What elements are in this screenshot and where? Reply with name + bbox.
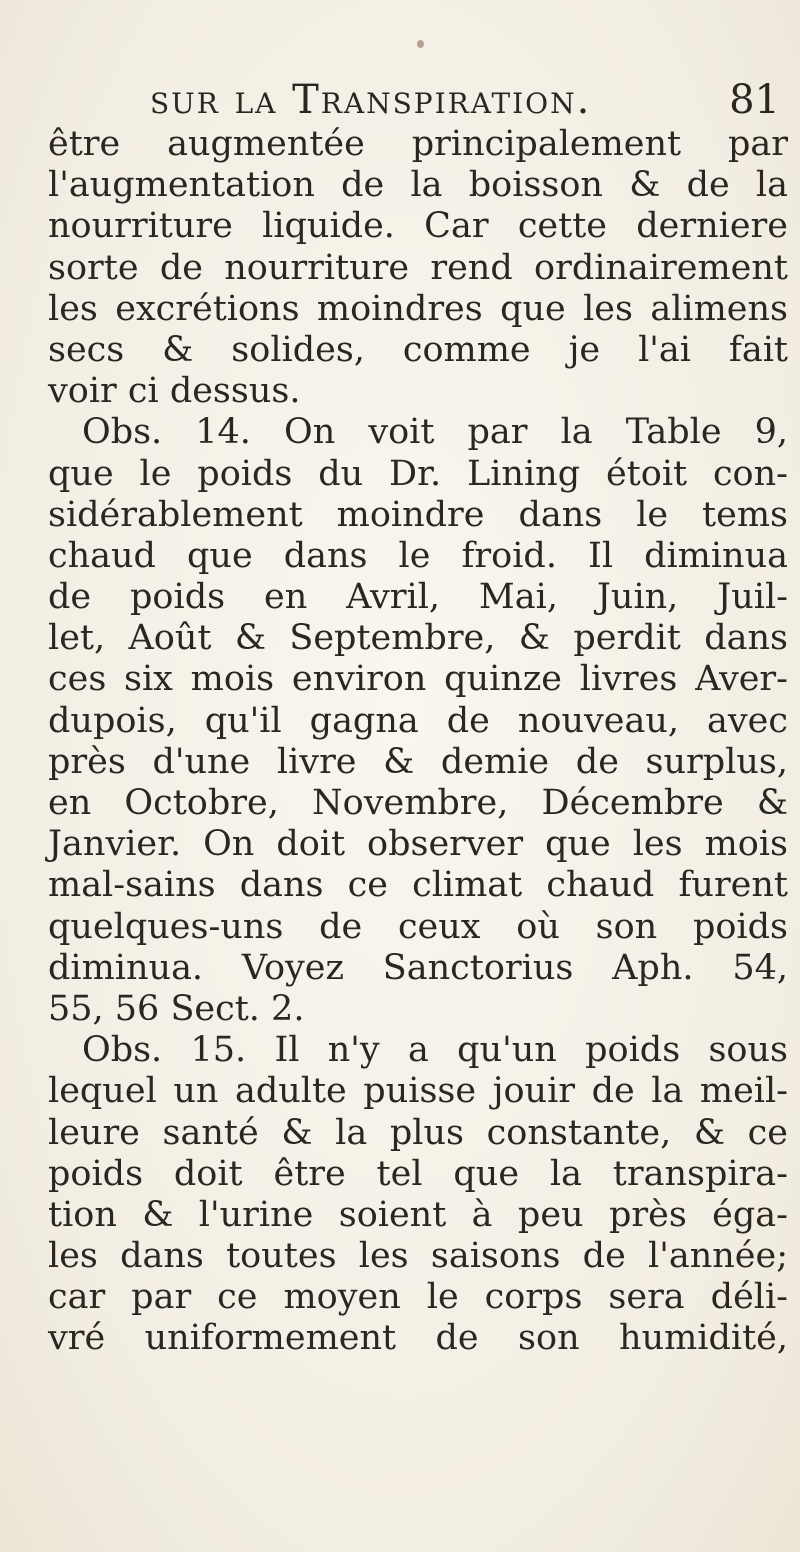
paragraph-start: Obs. 14. On voit par la Table 9, [82, 412, 788, 453]
text-line: secs & solides, comme je l'ai fait [48, 329, 788, 370]
text-line: poids doit être tel que la transpira- [48, 1153, 788, 1194]
text-line: chaud que dans le froid. Il diminua [48, 535, 788, 576]
running-head: sur la Transpiration. [150, 77, 592, 123]
body-text [48, 124, 800, 1360]
text-line: let, Août & Septembre, & perdit dans [48, 618, 788, 659]
text-line: en Octobre, Novembre, Décembre & [48, 783, 788, 823]
text-line: dupois, qu'il gagna de nouveau, avec [48, 700, 788, 741]
paragraph-start: Obs. 15. Il n'y a qu'un poids sous [82, 1030, 788, 1071]
text-line: nourriture liquide. Car cette derniere [48, 206, 788, 247]
text-line: 55, 56 Sect. 2. [48, 988, 305, 1029]
text-line: les excrétions moindres que les alimens [48, 288, 788, 329]
text-line: quelques-uns de ceux où son poids [48, 906, 788, 947]
ink-spot [417, 40, 424, 48]
page-header [150, 70, 790, 130]
text-line: car par ce moyen le corps sera déli- [48, 1277, 788, 1318]
text-line: tion & l'urine soient à peu près éga- [48, 1194, 788, 1235]
text-line: sorte de nourriture rend ordinairement [48, 247, 788, 288]
text-line: de poids en Avril, Mai, Juin, Juil- [48, 577, 788, 618]
text-line: mal-sains dans ce climat chaud furent [48, 865, 788, 906]
text-line: près d'une livre & demie de surplus, [48, 741, 788, 782]
text-line: voir ci dessus. [48, 371, 301, 412]
text-line: ces six mois environ quinze livres Aver- [48, 659, 788, 700]
text-line: sidérablement moindre dans le tems [48, 494, 788, 535]
text-line: être augmentée principalement par [48, 124, 788, 164]
text-line: lequel un adulte puisse jouir de la meil- [48, 1071, 788, 1112]
text-line: les dans toutes les saisons de l'année; [48, 1236, 788, 1277]
text-line: diminua. Voyez Sanctorius Aph. 54, [48, 947, 788, 988]
page-number: 81 [729, 77, 780, 123]
text-line: l'augmentation de la boisson & de la [48, 165, 788, 206]
text-line: Janvier. On doit observer que les mois [48, 824, 788, 865]
text-line: que le poids du Dr. Lining étoit con- [48, 453, 788, 494]
text-line: vré uniformement de son humidité, [48, 1318, 788, 1359]
text-line: leure santé & la plus constante, & ce [48, 1112, 788, 1153]
